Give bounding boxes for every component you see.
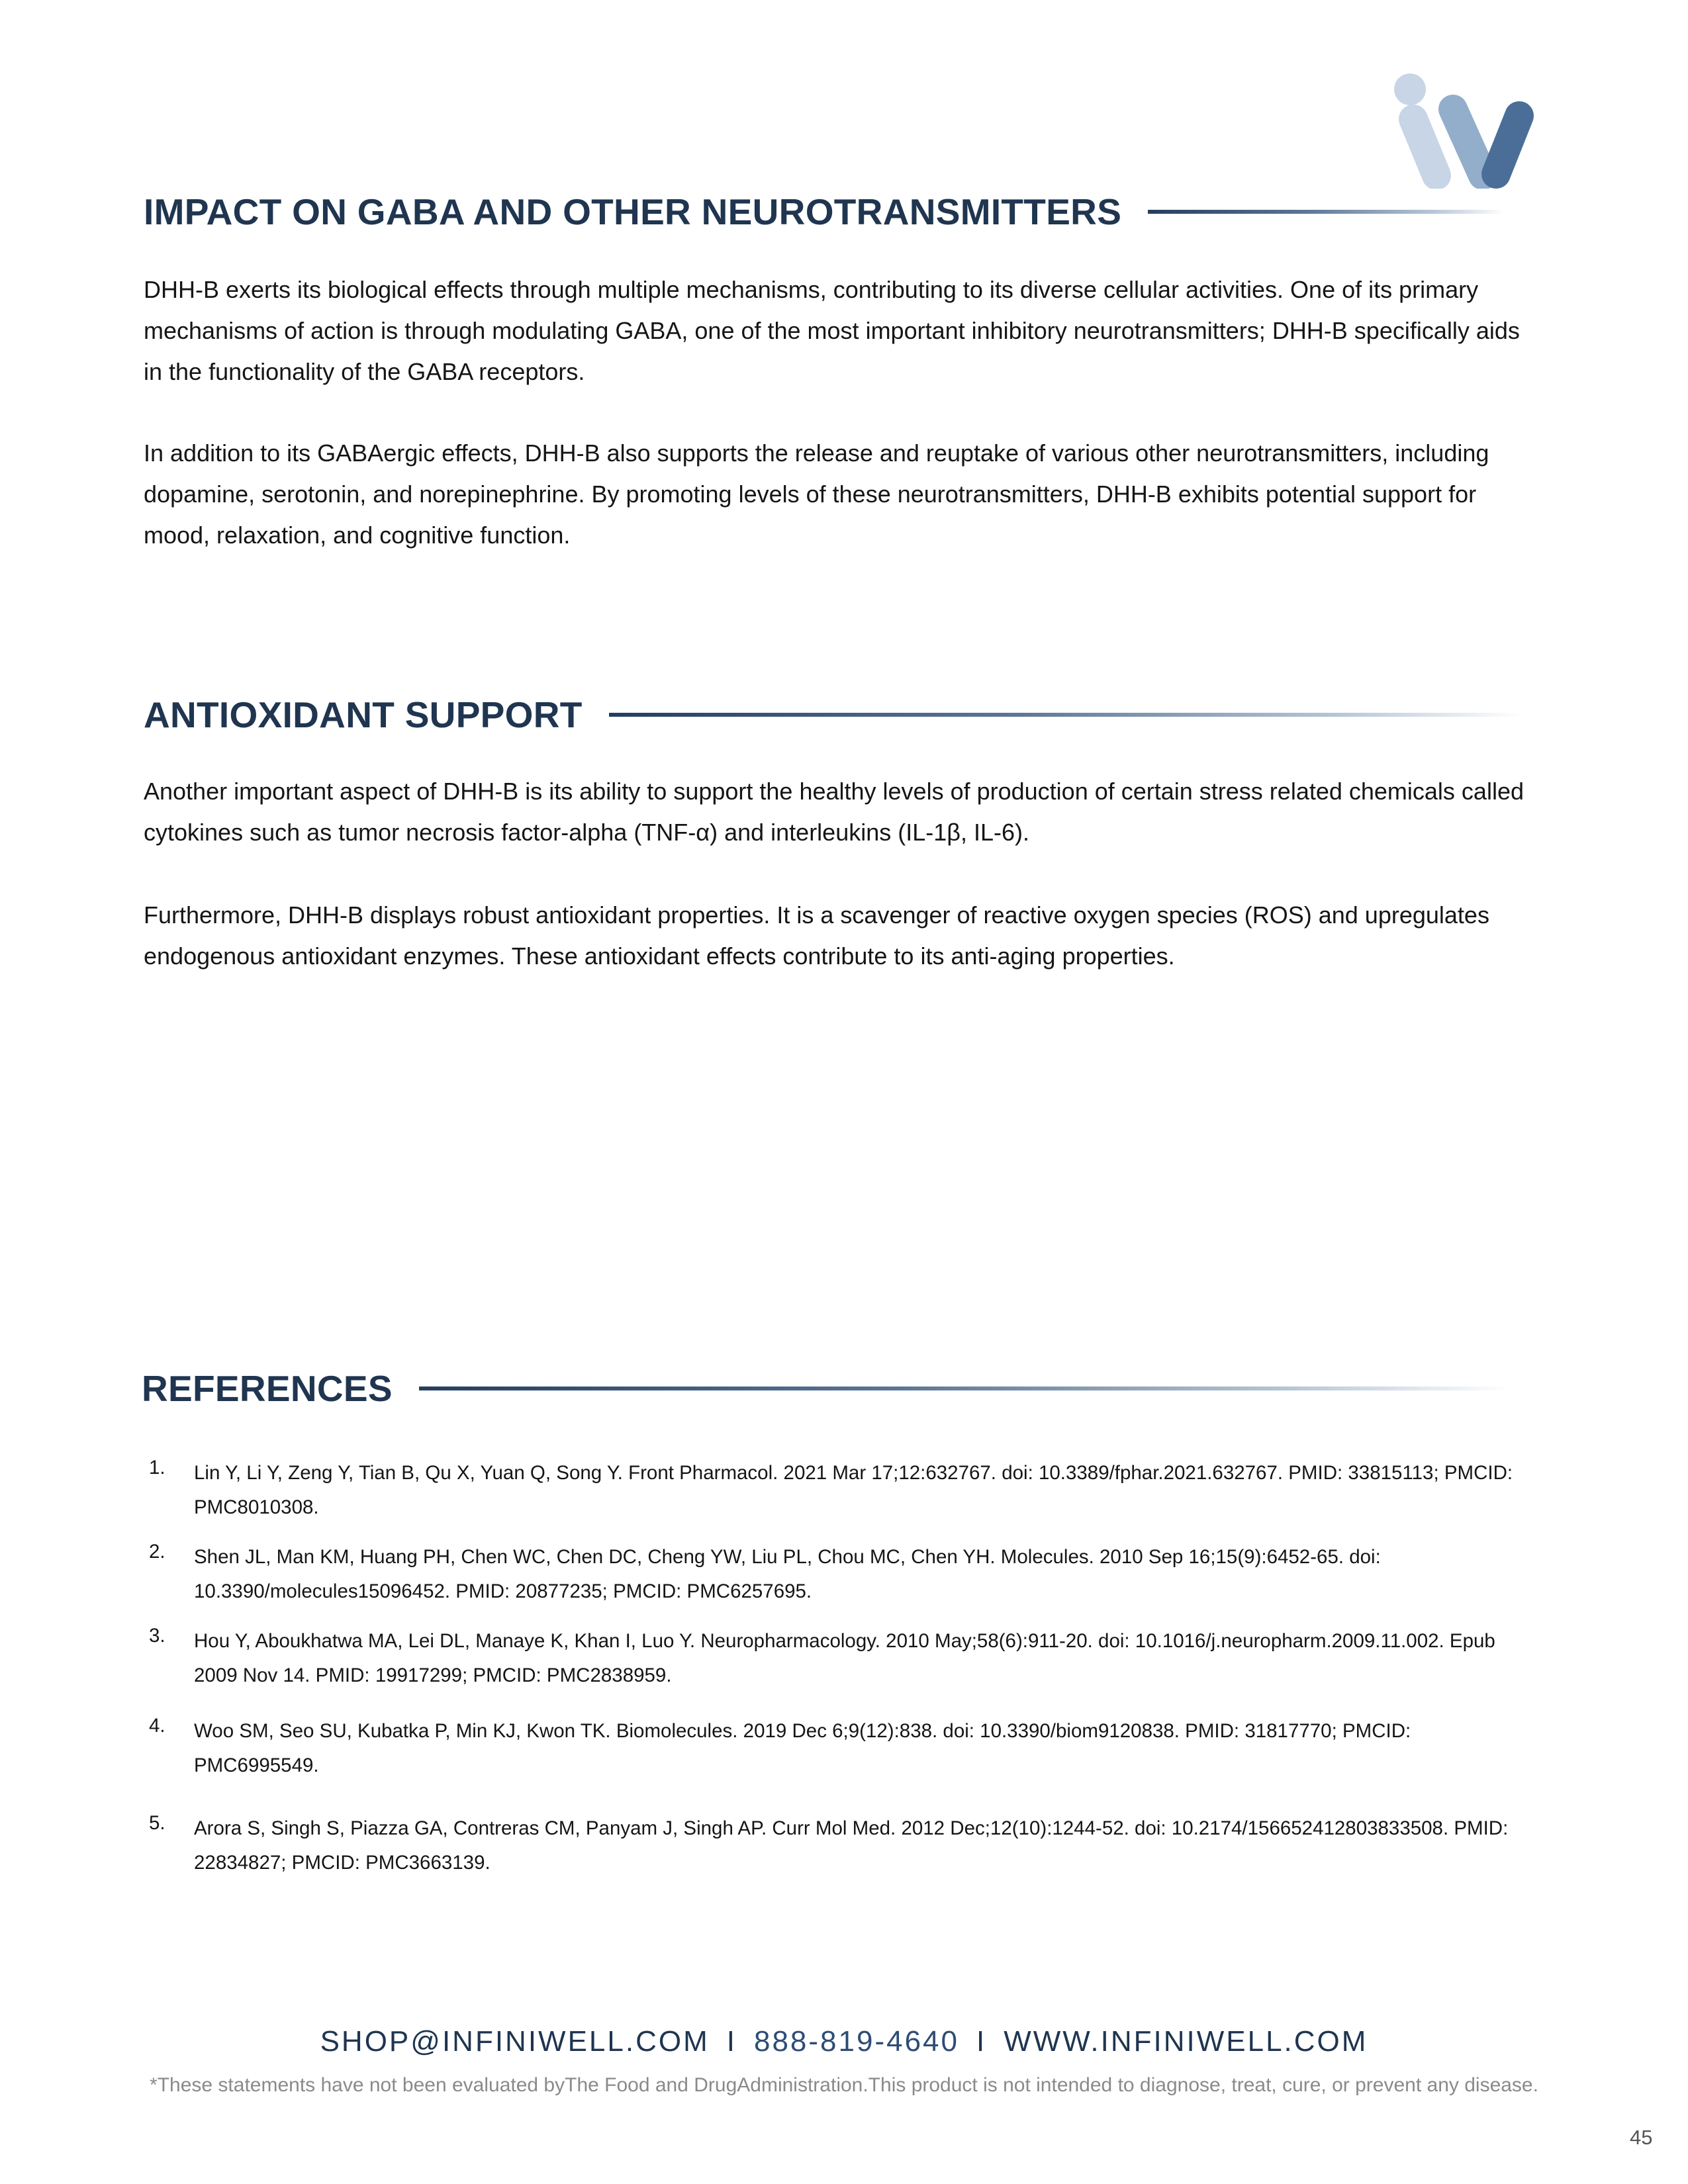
paragraph: In addition to its GABAergic effects, DHH-B also supports the release and reuptake of various other neurotransmitters, including dopamine, serotonin, and norepinephrine. By promoting levels of these neurotransmitters, DHH-B exhibits potential support for mood, relaxation, and cognitive function. [144,439,1489,549]
section-heading-references [142,1369,1511,1408]
reference-item [144,1811,1540,1880]
reference-number: 2. [149,1541,165,1563]
heading-rule [1148,210,1505,214]
footer-separator: I [726,2025,737,2058]
infiniwell-logo [1390,69,1542,189]
section-title: IMPACT ON GABA AND OTHER NEUROTRANSMITTERS [144,191,1122,232]
paragraph: DHH-B exerts its biological effects through multiple mechanisms, contributing to its diverse cellular activities. One of its primary mechanisms of action is through modulating GABA, one of the most important inhibitory neurotransmitters; DHH-B specifically aids in the functionality of the GABA receptors. [144,276,1520,385]
section-heading-gaba [144,192,1505,232]
paragraph: Another important aspect of DHH-B is its ability to support the healthy levels of production of certain stress related chemicals called cytokines such as tumor necrosis factor-alpha (TNF-α) and interleukins (IL-1β, IL-6). [144,778,1524,846]
paragraph: Furthermore, DHH-B displays robust antioxidant properties. It is a scavenger of reactive oxygen species (ROS) and upregulates endogenous antioxidant enzymes. These antioxidant effects contribute to its anti-aging properties. [144,901,1489,970]
reference-number: 5. [149,1812,165,1834]
footer-website-link[interactable]: WWW.INFINIWELL.COM [1004,2025,1368,2058]
heading-rule [419,1387,1511,1390]
logo-stroke-mid [1453,109,1483,175]
reference-text: Arora S, Singh S, Piazza GA, Contreras CM, Panyam J, Singh AP. Curr Mol Med. 2012 Dec;12(10):1244-52. doi: 10.2174/156652412803833508. PMID: 22834827; PMCID: PMC3663139. [194,1817,1509,1874]
reference-number: 3. [149,1625,165,1647]
footer-disclaimer: *These statements have not been evaluated byThe Food and DrugAdministration.This product is not intended to diagnose, treat, cure, or prevent any disease. [150,2074,1538,2096]
reference-item [144,1624,1540,1693]
reference-item [144,1714,1540,1783]
reference-item [144,1540,1540,1609]
section-title: REFERENCES [142,1368,393,1409]
section-heading-antioxidant [144,695,1523,735]
reference-item [144,1456,1540,1525]
reference-text: Hou Y, Aboukhatwa MA, Lei DL, Manaye K, Khan I, Luo Y. Neuropharmacology. 2010 May;58(6):911-20. doi: 10.1016/j.neuropharm.2009.11.002. Epub 2009 Nov 14. PMID: 19917299; PMCID: PMC2838959. [194,1630,1495,1686]
footer-separator: I [976,2025,987,2058]
logo-stroke-dark [1496,116,1519,174]
footer-contact [0,2025,1688,2058]
reference-text: Shen JL, Man KM, Huang PH, Chen WC, Chen DC, Cheng YW, Liu PL, Chou MC, Chen YH. Molecules. 2010 Sep 16;15(9):6452-65. doi: 10.3390/molecules15096452. PMID: 20877235; PMCID: PMC6257695. [194,1546,1381,1602]
footer-phone-link[interactable]: 888-819-4640 [753,2025,959,2058]
reference-number: 4. [149,1715,165,1737]
reference-text: Lin Y, Li Y, Zeng Y, Tian B, Qu X, Yuan Q, Song Y. Front Pharmacol. 2021 Mar 17;12:632767. doi: 10.3389/fphar.2021.632767. PMID: 33815113; PMCID: PMC8010308. [194,1462,1513,1518]
section-title: ANTIOXIDANT SUPPORT [144,694,583,735]
page-number: 45 [1630,2126,1653,2149]
logo-dot [1394,73,1426,105]
reference-text: Woo SM, Seo SU, Kubatka P, Min KJ, Kwon TK. Biomolecules. 2019 Dec 6;9(12):838. doi: 10.3390/biom9120838. PMID: 31817770; PMCID: PMC6995549. [194,1720,1411,1776]
reference-number: 1. [149,1457,165,1479]
logo-stroke-light [1413,119,1436,175]
footer-email-link[interactable]: SHOP@INFINIWELL.COM [320,2025,710,2058]
heading-rule [609,713,1523,717]
